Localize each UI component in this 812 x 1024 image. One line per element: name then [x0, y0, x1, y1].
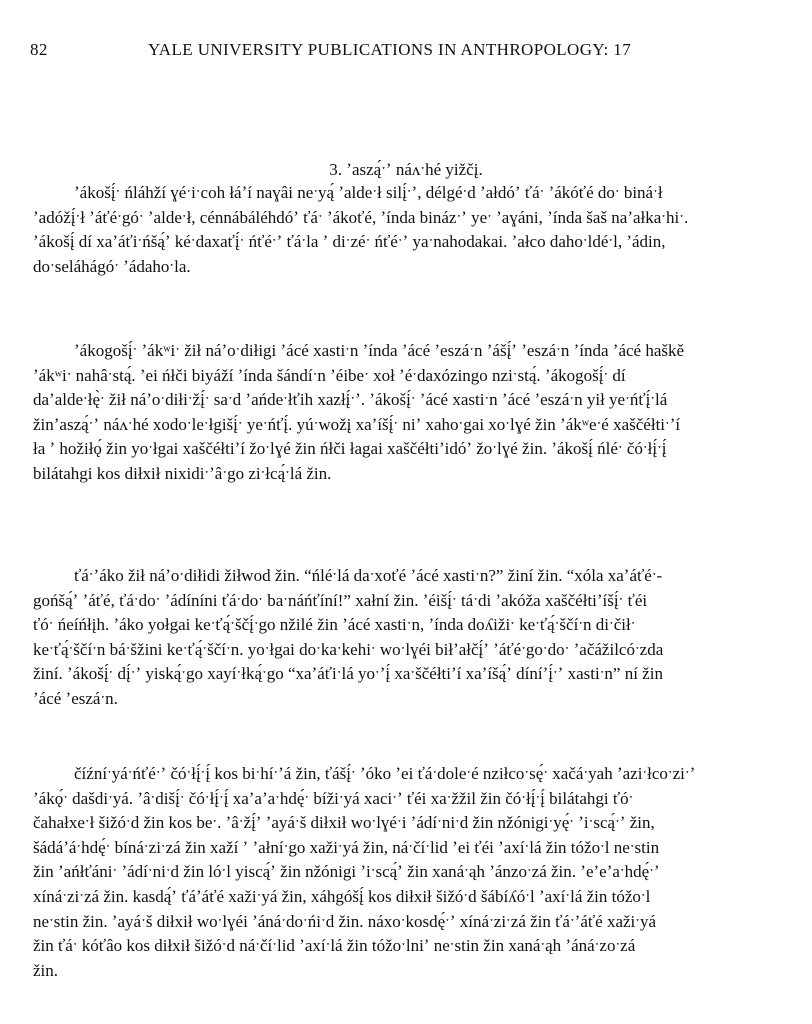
page-number: 82: [30, 40, 48, 59]
text-line: keˑťą́ˑščíˑn báˑšžini keˑťą́ˑščíˑn. yoˑłgai doˑkaˑkehiˑ woˑlɣéi biłʼałčį́ʼ ʼáťéˑgoˑdoˑ ʼačážilcóˑzda: [33, 639, 664, 659]
text-line: ʼákʷiˑ nahâˑstą́. ʼei ńłči biyáží ʼínda šándíˑn ʼéibeˑ xoł ʼéˑdaxózingo nziˑstą́. ʼákogošį́ˑ dí: [33, 365, 626, 385]
text-line: ťóˑ ńeíńłįh. ʼáko yołgai keˑťą́ˑščį́ˑgo nžilé žin ʼácé xastiˑn, ʼínda doʎižiˑ keˑťą́ˑščíˑn diˑčiłˑ: [33, 615, 636, 635]
running-head: [30, 40, 770, 66]
text-line: ʼákošį́ dí xaʼáťiˑńšą́ʼ kéˑdaxaťį́ˑ ńťéˑʼ ťáˑla ʼ diˑzéˑ ńťéˑʼ yaˑnahodakai. ʼałco dahoˑldéˑl, ʼádin,: [33, 232, 666, 252]
text-line: ʼácé ʼeszáˑn.: [33, 688, 118, 708]
text-line: xínáˑziˑzá žin. kasdą́ʼ ťáʼáťé xažiˑyá žin, xáhgóšį́ kos diłxił šižóˑd šábíʎóˑl ʼaxíˑlá žin tóžoˑl: [33, 886, 651, 906]
paragraph-3: [33, 564, 783, 712]
paragraph-2: [33, 339, 783, 487]
section-heading: 3. ʼaszą́ˑʼ náʌˑhé yižčį.: [329, 160, 483, 179]
text-line: žin ťáˑ kóťâo kos diłxił šižóˑd náˑčíˑlid ʼaxíˑlá žin tóžoˑlniʼ neˑstin žin xanáˑąh ʼánáˑzoˑzá: [33, 936, 636, 956]
text-line: ʼákǫ́ˑ dašdiˑyá. ʼâˑdišį́ˑ čóˑłį́ˑį́ xaʼaʼaˑhdę́ˑ bížiˑyá xaciˑʼ ťéi xaˑžžil žin čóˑłį́ˑį́ bilátahgi ťóˑ: [33, 788, 634, 808]
text-line: ʼadóžį́ˑł ʼáťéˑgóˑ ʼaldeˑł, cénnábáléhdóʼ ťáˑ ʼákoťé, ʼínda binázˑʼ yeˑ ʼaɣáni, ʼínda šaš naʼałkaˑhiˑ.: [33, 207, 689, 227]
paragraph-4: [33, 762, 783, 983]
text-line: ła ʼ hožiłǫ́ žin yoˑłgai xaščéłtiʼí žoˑlɣé žin ńłči łagai xaščéłtiʼidóʼ žoˑlɣé žin. ʼákošį́ ńléˑ čóˑłį́ˑį́: [33, 439, 667, 459]
text-line: žiní. ʼákošį́ˑ dį́ˑʼ yiską́ˑgo xayíˑłką́ˑgo “xaʼáťiˑlá yoˑʼį́ xaˑščéłtiʼí xaʼíšą́ʼ díníʼį́ˑʼ xastiˑn” ní žin: [33, 664, 663, 684]
text-line: ʼákogošį́ˑ ʼákʷiˑ žił náʼoˑdiłigi ʼácé xastiˑn ʼínda ʼácé ʼeszáˑn ʼášį́ʼ ʼeszáˑn ʼínda ʼácé haškě: [74, 341, 685, 360]
text-line: ťáˑʼáko žił náʼoˑdiłidi žiłwod žin. “ńléˑlá daˑxoťé ʼácé xastiˑn?” žiní žin. “xóla xaʼáťéˑ-: [74, 566, 663, 585]
text-line: neˑstin žin. ʼayáˑš diłxił woˑlɣéi ʼánáˑdoˑńiˑd žin. náxoˑkosdę́ˑʼ xínáˑziˑzá žin ťáˑʼáťé xažiˑyá: [33, 911, 657, 931]
text-line: ʼákošį́ˑ ńláhží ɣéˑiˑcoh łáʼí naɣâi neˑyą́ ʼaldeˑł silį́ˑʼ, délgéˑd ʼałdóʼ ťáˑ ʼákóťé doˑ bináˑł: [74, 183, 663, 202]
running-title: YALE UNIVERSITY PUBLICATIONS IN ANTHROPOLOGY: 17: [148, 40, 632, 59]
text-line: žin.: [33, 960, 59, 980]
text-line: žin ʼańłťániˑ ʼádíˑniˑd žin lóˑl yiscą́ʼ žin nžónigi ʼiˑscą́ʼ žin xanáˑąh ʼánzoˑzá žin. ʼeʼeʼaˑhdę́ˑʼ: [33, 862, 660, 882]
text-line: bilátahgi kos diłxił nixidiˑʼâˑgo ziˑłcą́ˑlá žin.: [33, 463, 332, 483]
text-line: žinʼaszą́ˑʼ náʌˑhé xodoˑleˑłgišį́ˑ yeˑńťį́. yúˑwožį xaʼíšį́ˑ niʼ xahoˑgai xoˑlɣé žin ʼákʷeˑé xaščéłtiˑʼí: [33, 414, 681, 434]
text-line: čahałxeˑł šižóˑd žin kos beˑ. ʼâˑžį́ʼ ʼayáˑš diłxił woˑlɣéˑi ʼádíˑniˑd žin nžónigiˑyę́ˑ ʼiˑscą́ˑʼ žin,: [33, 813, 655, 833]
text-line: číźníˑyáˑńťéˑʼ čóˑłį́ˑį́ kos biˑhíˑʼá žin, ťášį́ˑ ʼóko ʼei ťáˑdoleˑé nziłcoˑsę́ˑ xačáˑyah ʼaziˑłcoˑziˑʼ: [74, 764, 696, 783]
text-line: daʼaldeˑłę̀ˑ žił náʼoˑdiłiˑžį́ˑ saˑd ʼańdeˑłťih xazłį́ˑʼ. ʼákošį́ˑ ʼácé xastiˑn ʼácé ʼeszáˑn yił yeˑńťį́ˑlá: [33, 390, 668, 410]
paragraph-1: [33, 181, 783, 279]
text-line: gońšą́ʼ ʼáťé, ťáˑdoˑ ʼádíníni ťáˑdoˑ baˑnáńťíní!” xałní žin. ʼéišį́ˑ táˑdi ʼakóža xaščéłtiʼíšį́ˑ ťéi: [33, 590, 648, 610]
text-line: doˑseláhágóˑ ʼádahoˑla.: [33, 256, 191, 276]
text-line: šádáʼáˑhdę́ˑ bínáˑziˑzá žin xaží ʼ ʼałníˑgo xažiˑyá žin, náˑčíˑlid ʼei ťéi ʼaxíˑlá žin tóžoˑl neˑstin: [33, 837, 660, 857]
